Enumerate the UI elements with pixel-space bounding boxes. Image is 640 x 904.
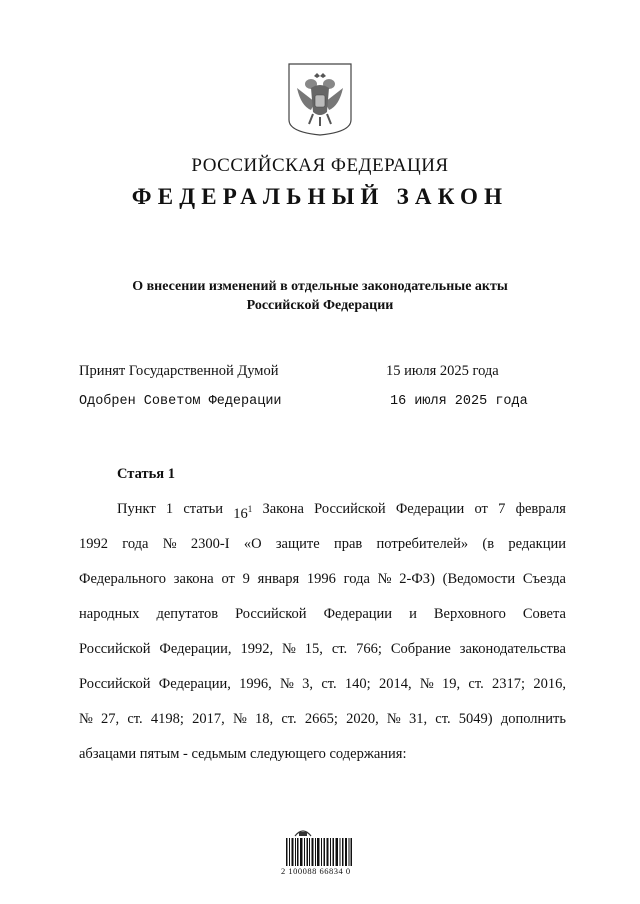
council-approval-date: 16 июля 2025 года bbox=[390, 394, 528, 409]
paragraph-line-2: 1992 года № 2300-I «О защите прав потребителей» (в редакции bbox=[79, 536, 566, 552]
duma-adoption-date: 15 июля 2025 года bbox=[386, 363, 499, 379]
paragraph-line-7: № 27, ст. 4198; 2017, № 18, ст. 2665; 2020, № 31, ст. 5049) дополнить bbox=[79, 711, 566, 727]
council-approval-label: Одобрен Советом Федерации bbox=[79, 394, 282, 409]
coat-of-arms-emblem bbox=[287, 62, 353, 137]
subject-line-2: Российской Федерации bbox=[246, 298, 394, 313]
barcode bbox=[286, 838, 352, 866]
article-title: Статья 1 bbox=[117, 466, 175, 482]
document-type-heading: ФЕДЕРАЛЬНЫЙ ЗАКОН bbox=[131, 184, 509, 209]
country-heading: РОССИЙСКАЯ ФЕДЕРАЦИЯ bbox=[191, 155, 449, 176]
paragraph-line-6: Российской Федерации, 1996, № 3, ст. 140; 2014, № 19, ст. 2317; 2016, bbox=[79, 676, 566, 692]
barcode-number: 2 100088 66834 0 bbox=[281, 866, 351, 876]
paragraph-line-1: Пункт 1 статьи $16^1$ Закона Российской Федерации от 7 февраля bbox=[117, 501, 566, 522]
law-subject-title bbox=[0, 277, 640, 315]
duma-adoption-label: Принят Государственной Думой bbox=[79, 363, 279, 379]
paragraph-line-3: Федерального закона от 9 января 1996 года № 2-ФЗ) (Ведомости Съезда bbox=[79, 571, 566, 587]
paragraph-line-8: абзацами пятым - седьмым следующего содержания: bbox=[79, 746, 407, 762]
subject-line-1: О внесении изменений в отдельные законодательные акты bbox=[132, 279, 508, 294]
paragraph-line-4: народных депутатов Российской Федерации и Верховного Совета bbox=[79, 606, 566, 622]
printing-house-seal-icon bbox=[293, 826, 313, 838]
paragraph-line-5: Российской Федерации, 1992, № 15, ст. 766; Собрание законодательства bbox=[79, 641, 566, 657]
article-paragraph bbox=[79, 498, 566, 778]
